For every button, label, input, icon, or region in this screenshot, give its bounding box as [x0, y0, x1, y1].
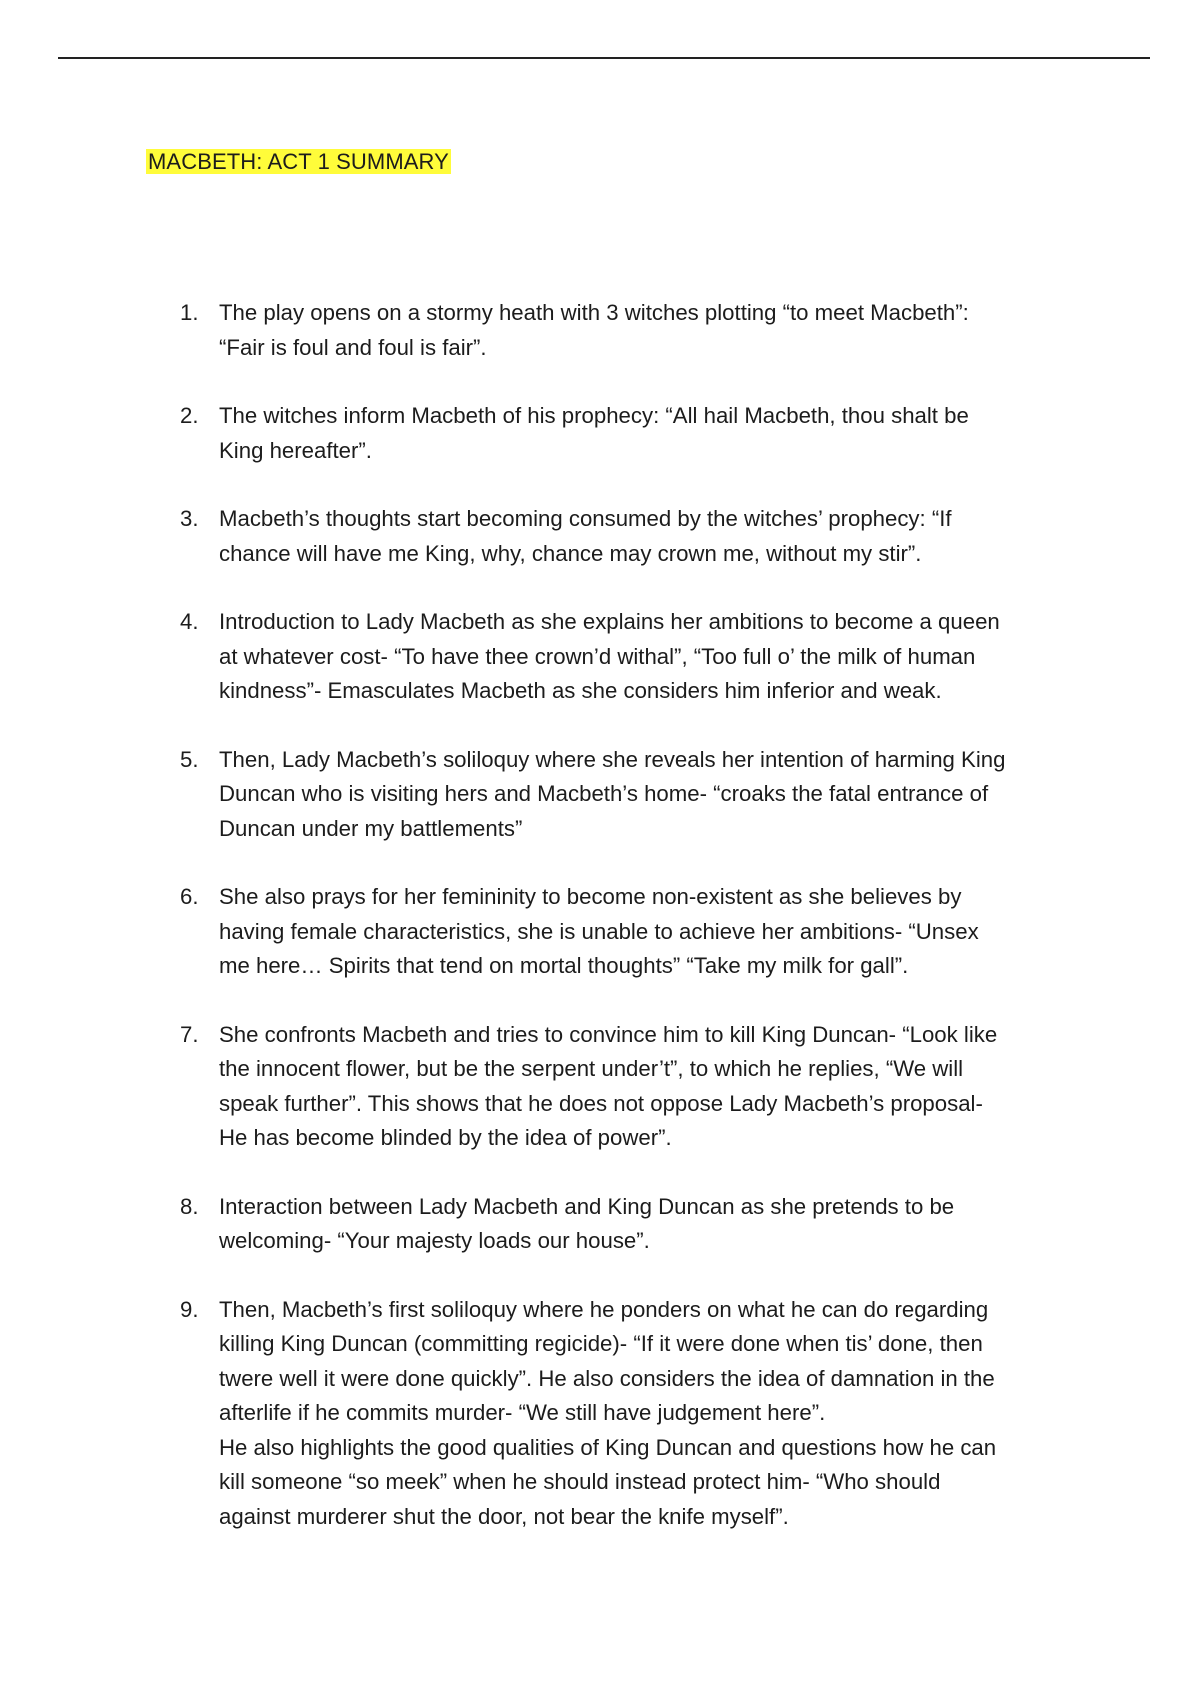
list-item-line: kill someone “so meek” when he should instead protect him- “Who should [219, 1469, 941, 1494]
list-item-number: 4. [180, 609, 199, 634]
list-item-line: the innocent flower, but be the serpent under’t”, to which he replies, “We will [219, 1056, 964, 1081]
page-title-text: MACBETH: ACT 1 SUMMARY [148, 149, 449, 174]
list-item-line: against murderer shut the door, not bear the knife myself”. [219, 1503, 789, 1529]
list-item-line: Introduction to Lady Macbeth as she explains her ambitions to become a queen [219, 609, 1000, 634]
list-item-line: killing King Duncan (committing regicide)- “If it were done when tis’ done, then [219, 1331, 983, 1356]
list-item-line: twere well it were done quickly”. He also considers the idea of damnation in the [219, 1365, 995, 1391]
list-item-line: She confronts Macbeth and tries to convince him to kill King Duncan- “Look like [219, 1021, 998, 1047]
list-item-number: 7. [180, 1021, 199, 1047]
list-item-line: Duncan who is visiting hers and Macbeth’s home- “croaks the fatal entrance of [219, 781, 989, 806]
list-item-line: Interaction between Lady Macbeth and King Duncan as she pretends to be [219, 1193, 955, 1219]
list-item [0, 296, 1200, 365]
page-title [146, 145, 451, 179]
list-item-line: having female characteristics, she is unable to achieve her ambitions- “Unsex [219, 918, 979, 944]
list-item-number: 6. [180, 884, 199, 909]
list-item-line: me here… Spirits that tend on mortal thoughts” “Take my milk for gall”. [219, 953, 909, 978]
list-item-line: welcoming- “Your majesty loads our house”. [219, 1228, 650, 1253]
list-item-number: 5. [180, 746, 199, 772]
list-item-line: kindness”- Emasculates Macbeth as she considers him inferior and weak. [219, 678, 942, 703]
list-item-line: afterlife if he commits murder- “We still have judgement here”. [219, 1400, 826, 1425]
list-item [0, 743, 1200, 847]
list-item-line: He has become blinded by the idea of power”. [219, 1125, 672, 1150]
list-item [0, 1190, 1200, 1259]
list-item-number: 3. [180, 506, 199, 531]
list-item-line: at whatever cost- “To have thee crown’d withal”, “Too full o’ the milk of human [219, 643, 976, 669]
list-item-line: The play opens on a stormy heath with 3 witches plotting “to meet Macbeth”: [219, 300, 969, 325]
list-item-line: chance will have me King, why, chance may crown me, without my stir”. [219, 540, 922, 566]
list-item [0, 502, 1200, 571]
list-item-line: “Fair is foul and foul is fair”. [219, 334, 487, 360]
list-item [0, 880, 1200, 984]
list-item-number: 1. [180, 300, 199, 325]
list-item-line: King hereafter”. [219, 437, 372, 463]
list-item-number: 9. [180, 1296, 199, 1322]
list-item-line: She also prays for her femininity to become non-existent as she believes by [219, 884, 962, 909]
header-rule [58, 57, 1150, 59]
list-item [0, 1018, 1200, 1156]
list-item-line: He also highlights the good qualities of King Duncan and questions how he can [219, 1434, 997, 1460]
list-item [0, 605, 1200, 709]
list-item-line: Duncan under my battlements” [219, 815, 523, 841]
list-item-line: Macbeth’s thoughts start becoming consumed by the witches’ prophecy: “If [219, 506, 952, 531]
list-item-line: The witches inform Macbeth of his prophecy: “All hail Macbeth, thou shalt be [219, 403, 969, 428]
list-item [0, 1293, 1200, 1535]
list-item-line: Then, Lady Macbeth’s soliloquy where she reveals her intention of harming King [219, 746, 1006, 772]
list-item [0, 399, 1200, 468]
list-item-line: Then, Macbeth’s first soliloquy where he ponders on what he can do regarding [219, 1296, 989, 1322]
list-item-number: 8. [180, 1193, 199, 1219]
list-item-line: speak further”. This shows that he does not oppose Lady Macbeth’s proposal- [219, 1090, 983, 1116]
list-item-number: 2. [180, 403, 199, 428]
summary-list [0, 296, 1200, 1568]
